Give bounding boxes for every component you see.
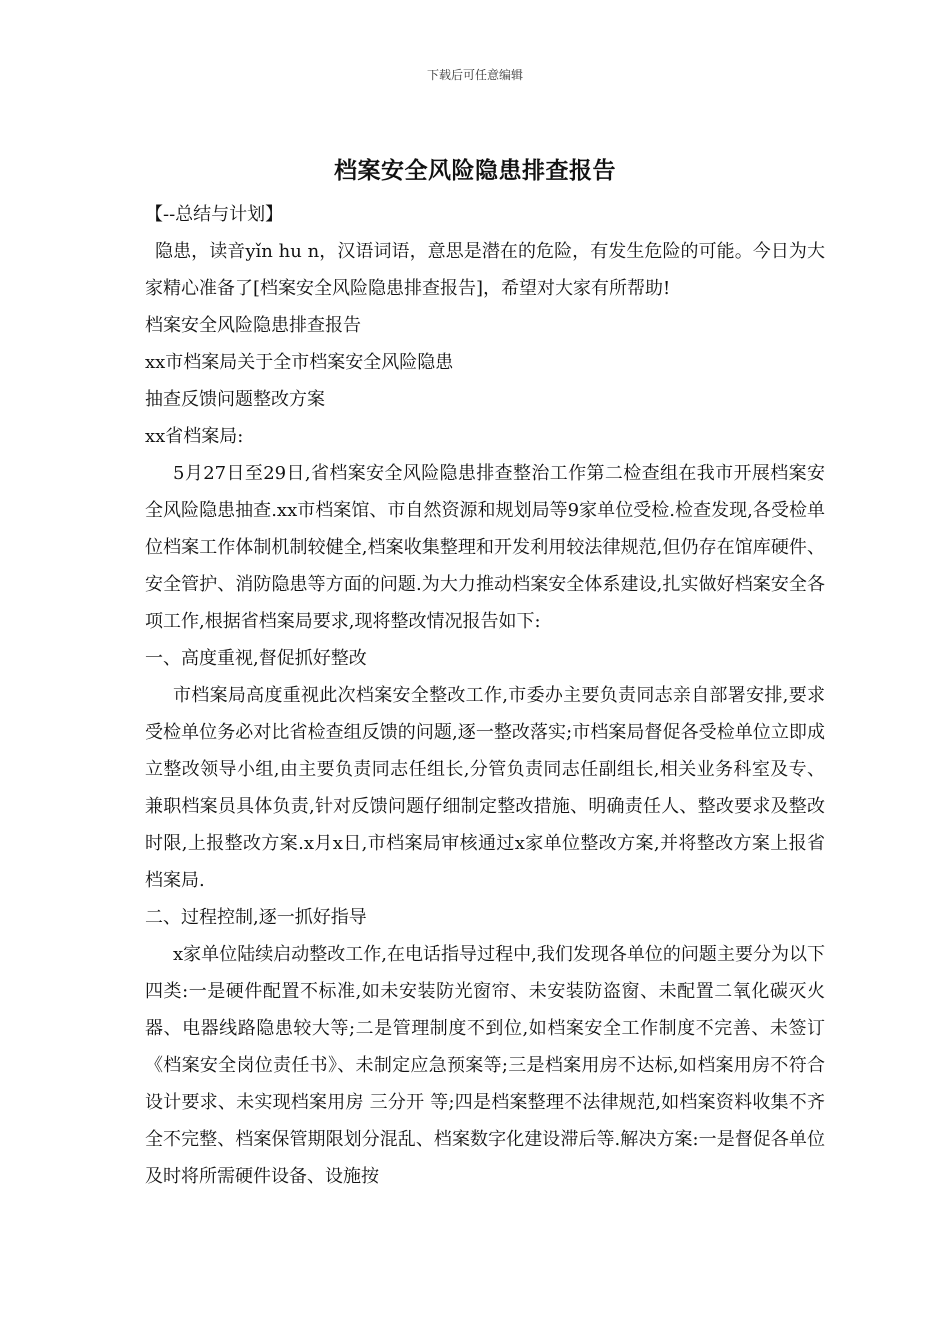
paragraph-1: 5月27日至29日,省档案安全风险隐患排查整治工作第二检查组在我市开展档案安全风险隐患抽查.xx市档案馆、市自然资源和规划局等9家单位受检.检查发现,各受检单位档案工作体制机制较健全,档案收集整理和开发利用较法律规范,但仍存在馆库硬件、安全管护、消防隐患等方面的问题.为大力推动档案安全体系建设,扎实做好档案安全各项工作,根据省档案局要求,现将整改情况报告如下: [145,463,825,632]
heading-line-2: 抽查反馈问题整改方案 [145,389,325,410]
document-body [145,196,825,1195]
subtitle: 档案安全风险隐患排查报告 [145,315,361,336]
intro-paragraph: 隐患，读音yǐn hu n，汉语词语，意思是潜在的危险，有发生危险的可能。今日为大家精心准备了[档案安全风险隐患排查报告]，希望对大家有所帮助! [145,241,825,299]
heading-line-1: xx市档案局关于全市档案安全风险隐患 [145,352,454,373]
header-note: 下载后可任意编辑 [426,68,523,82]
document-title: 档案安全风险隐患排查报告 [334,157,616,184]
category-tag: 【--总结与计划】 [145,204,284,225]
section-heading-2: 二、过程控制,逐一抓好指导 [145,907,367,928]
paragraph-3: x家单位陆续启动整改工作,在电话指导过程中,我们发现各单位的问题主要分为以下四类:一是硬件配置不标准,如未安装防光窗帘、未安装防盗窗、未配置二氧化碳灭火器、电器线路隐患较大等;二是管理制度不到位,如档案安全工作制度不完善、未签订《档案安全岗位责任书》、未制定应急预案等;三是档案用房不达标,如档案用房不符合设计要求、未实现档案用房 三分开 等;四是档案整理不法律规范,如档案资料收集不齐全不完整、档案保管期限划分混乱、档案数字化建设滞后等.解决方案:一是督促各单位及时将所需硬件设备、设施按 [145,944,825,1187]
paragraph-2: 市档案局高度重视此次档案安全整改工作,市委办主要负责同志亲自部署安排,要求受检单位务必对比省检查组反馈的问题,逐一整改落实;市档案局督促各受检单位立即成立整改领导小组,由主要负责同志任组长,分管负责同志任副组长,相关业务科室及专、兼职档案员具体负责,针对反馈问题仔细制定整改措施、明确责任人、整改要求及整改时限,上报整改方案.x月x日,市档案局审核通过x家单位整改方案,并将整改方案上报省档案局. [145,685,825,891]
section-heading-1: 一、高度重视,督促抓好整改 [145,648,367,669]
recipient: xx省档案局: [145,426,244,447]
